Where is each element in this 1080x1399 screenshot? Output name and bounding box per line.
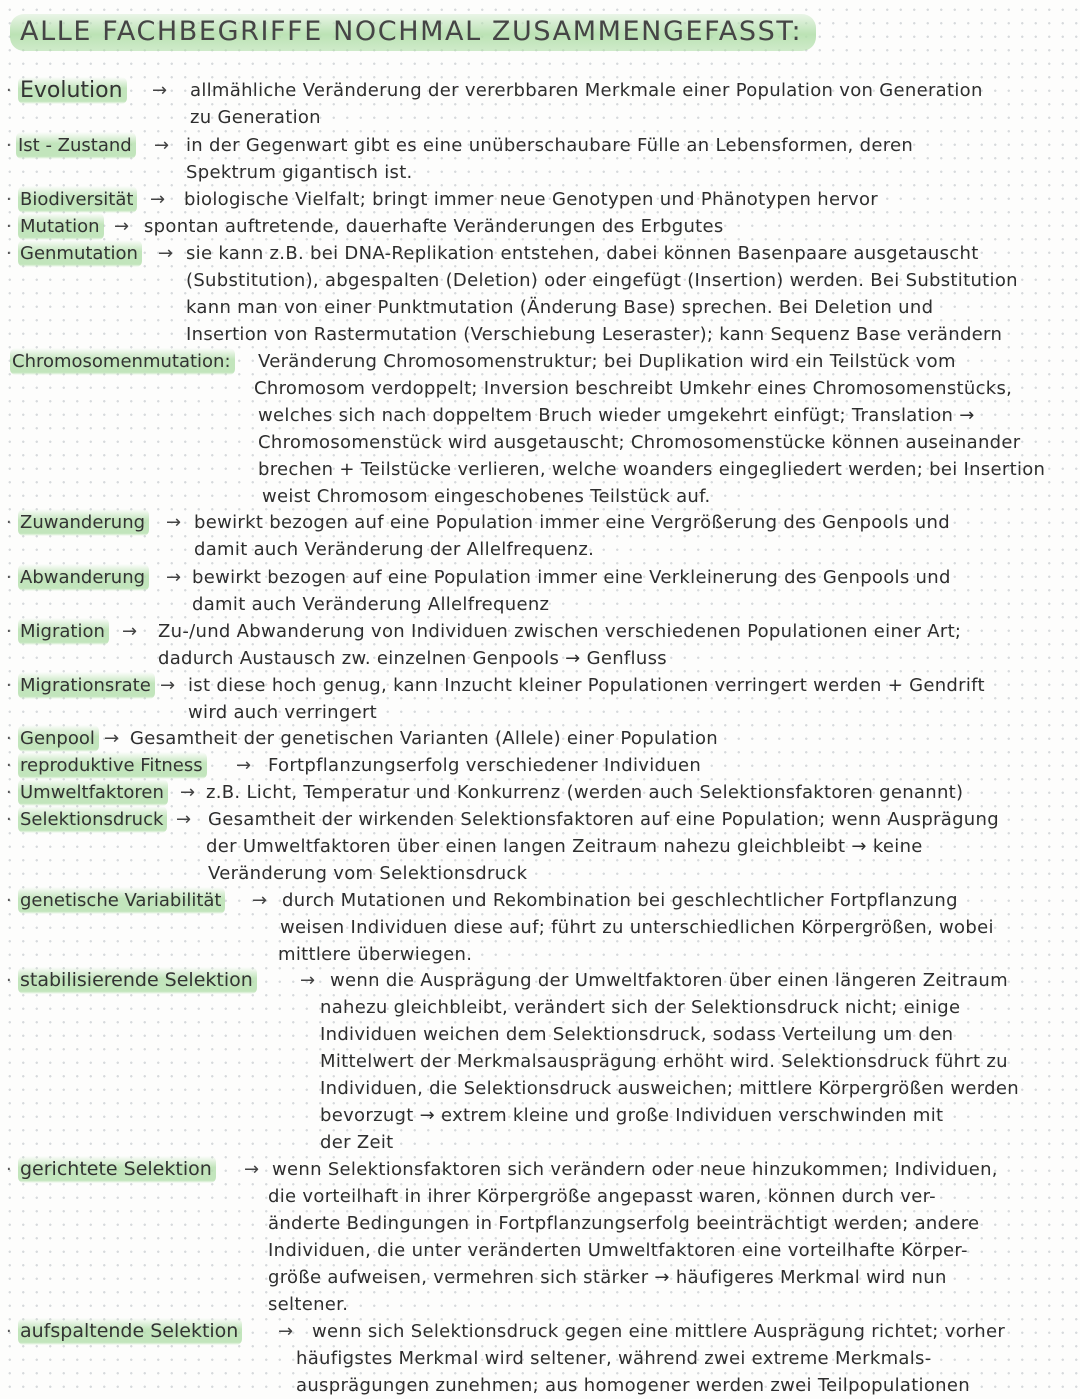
term-gerichtete-selektion: gerichtete Selektion <box>18 1156 216 1183</box>
term-migration: Migration <box>18 618 109 645</box>
bullet-icon: · <box>6 512 12 533</box>
arrow-icon: → <box>176 809 192 830</box>
arrow-icon: → <box>122 621 138 642</box>
definition-line: bewirkt bezogen auf eine Population immer eine Verkleinerung des Genpools und <box>192 567 951 588</box>
definition-line: die vorteilhaft in ihrer Körpergröße angepasst waren, können durch ver- <box>268 1186 936 1207</box>
page-title: ALLE FACHBEGRIFFE NOCHMAL ZUSAMMENGEFASST: <box>10 14 816 51</box>
bullet-icon: · <box>6 970 12 991</box>
definition-line: in der Gegenwart gibt es eine unüberschaubare Fülle an Lebensformen, deren <box>186 135 914 156</box>
definition-line: welches sich nach doppeltem Bruch wieder umgekehrt einfügt; Translation → <box>258 405 975 426</box>
arrow-icon: → <box>180 782 196 803</box>
definition-line: wenn Selektionsfaktoren sich verändern oder neue hinzukommen; Individuen, <box>272 1159 998 1180</box>
term-selektionsdruck: Selektionsdruck <box>18 806 167 833</box>
arrow-icon: → <box>160 675 176 696</box>
term-chromosomenmutation: Chromosomenmutation: <box>10 348 235 375</box>
definition-line: ist diese hoch genug, kann Inzucht kleiner Populationen verringert werden + Gendrift <box>188 675 985 696</box>
definition-line: wenn die Ausprägung der Umweltfaktoren über einen längeren Zeitraum <box>330 970 1008 991</box>
definition-line: Chromosomenstück wird ausgetauscht; Chromosomenstücke können auseinander <box>258 432 1021 453</box>
arrow-icon: → <box>278 1321 294 1342</box>
definition-line: seltener. <box>268 1294 349 1315</box>
definition-line: bewirkt bezogen auf eine Population immer eine Vergrößerung des Genpools und <box>194 512 950 533</box>
arrow-icon: → <box>114 216 130 237</box>
definition-line: dadurch Austausch zw. einzelnen Genpools → Genfluss <box>158 648 667 669</box>
arrow-icon: → <box>236 755 252 776</box>
definition-line: mittlere überwiegen. <box>278 944 473 965</box>
definition-line: z.B. Licht, Temperatur und Konkurrenz (werden auch Selektionsfaktoren genannt) <box>206 782 964 803</box>
bullet-icon: · <box>6 675 12 696</box>
definition-line: häufigstes Merkmal wird seltener, während zwei extreme Merkmals- <box>296 1348 932 1369</box>
term-mutation: Mutation <box>18 213 104 240</box>
definition-line: damit auch Veränderung der Allelfrequenz. <box>194 539 595 560</box>
arrow-icon: → <box>158 243 174 264</box>
term-genpool: Genpool <box>18 725 99 752</box>
arrow-icon: → <box>244 1159 260 1180</box>
definition-line: damit auch Veränderung Allelfrequenz <box>192 594 550 615</box>
bullet-icon: · <box>6 1159 12 1180</box>
term-zuwanderung: Zuwanderung <box>18 509 149 536</box>
bullet-icon: · <box>6 621 12 642</box>
term-migrationsrate: Migrationsrate <box>18 672 155 699</box>
definition-line: wird auch verringert <box>188 702 377 723</box>
arrow-icon: → <box>104 728 120 749</box>
definition-line: der Zeit <box>320 1132 394 1153</box>
bullet-icon: · <box>6 890 12 911</box>
term-ist-zustand: Ist - Zustand <box>16 132 136 159</box>
definition-line: bevorzugt → extrem kleine und große Individuen verschwinden mit <box>320 1105 944 1126</box>
term-genmutation: Genmutation <box>18 240 142 267</box>
definition-line: nahezu gleichbleibt, verändert sich der Selektionsdruck nicht; einige <box>320 997 961 1018</box>
definition-line: sie kann z.B. bei DNA-Replikation entstehen, dabei können Basenpaare ausgetauscht <box>186 243 979 264</box>
term-genetische-variabilitaet: genetische Variabilität <box>18 887 225 914</box>
arrow-icon: → <box>154 135 170 156</box>
term-aufspaltende-selektion: aufspaltende Selektion <box>18 1318 242 1345</box>
term-reproduktive-fitness: reproduktive Fitness <box>18 752 207 779</box>
definition-line: Gesamtheit der genetischen Varianten (Allele) einer Population <box>130 728 718 749</box>
definition-line: Fortpflanzungserfolg verschiedener Individuen <box>268 755 702 776</box>
definition-line: ausprägungen zunehmen; aus homogener werden zwei Teilpopulationen <box>296 1375 970 1396</box>
bullet-icon: · <box>6 755 12 776</box>
arrow-icon: → <box>166 567 182 588</box>
definition-line: weist Chromosom eingeschobenes Teilstück auf. <box>262 486 711 507</box>
definition-line: durch Mutationen und Rekombination bei geschlechtlicher Fortpflanzung <box>282 890 958 911</box>
bullet-icon: · <box>6 80 12 101</box>
definition-line: Individuen weichen dem Selektionsdruck, sodass Verteilung um den <box>320 1024 954 1045</box>
definition-line: Spektrum gigantisch ist. <box>186 162 413 183</box>
bullet-icon: · <box>6 728 12 749</box>
definition-line: brechen + Teilstücke verlieren, welche woanders eingegliedert werden; bei Insertion <box>258 459 1046 480</box>
bullet-icon: · <box>6 567 12 588</box>
definition-line: Individuen, die Selektionsdruck ausweichen; mittlere Körpergrößen werden <box>320 1078 1019 1099</box>
definition-line: Veränderung vom Selektionsdruck <box>208 863 528 884</box>
definition-line: Insertion von Rastermutation (Verschiebung Leseraster); kann Sequenz Base verändern <box>186 324 1003 345</box>
bullet-icon: · <box>6 809 12 830</box>
arrow-icon: → <box>150 189 166 210</box>
term-umweltfaktoren: Umweltfaktoren <box>18 779 168 806</box>
arrow-icon: → <box>166 512 182 533</box>
arrow-icon: → <box>252 890 268 911</box>
term-abwanderung: Abwanderung <box>18 564 149 591</box>
definition-line: größe aufweisen, vermehren sich stärker → häufigeres Merkmal wird nun <box>268 1267 947 1288</box>
definition-line: Zu-/und Abwanderung von Individuen zwischen verschiedenen Populationen einer Art; <box>158 621 962 642</box>
bullet-icon: · <box>6 135 12 156</box>
definition-line: Individuen, die unter veränderten Umweltfaktoren eine vorteilhafte Körper- <box>268 1240 968 1261</box>
definition-line: kann man von einer Punktmutation (Änderung Base) sprechen. Bei Deletion und <box>186 297 934 318</box>
definition-line: weisen Individuen diese auf; führt zu unterschiedlichen Körpergrößen, wobei <box>280 917 994 938</box>
definition-line: Gesamtheit der wirkenden Selektionsfaktoren auf eine Population; wenn Ausprägung <box>208 809 999 830</box>
bullet-icon: · <box>6 782 12 803</box>
bullet-icon: · <box>6 189 12 210</box>
definition-line: biologische Vielfalt; bringt immer neue Genotypen und Phänotypen hervor <box>184 189 879 210</box>
term-stabilisierende-selektion: stabilisierende Selektion <box>18 967 257 994</box>
definition-line: (Substitution), abgespalten (Deletion) oder eingefügt (Insertion) werden. Bei Substitution <box>186 270 1018 291</box>
term-evolution: Evolution <box>18 77 127 104</box>
definition-line: zu Generation <box>190 107 321 128</box>
definition-line: spontan auftretende, dauerhafte Veränderungen des Erbgutes <box>144 216 724 237</box>
definition-line: Veränderung Chromosomenstruktur; bei Duplikation wird ein Teilstück vom <box>258 351 956 372</box>
term-biodiversitaet: Biodiversität <box>18 186 137 213</box>
arrow-icon: → <box>300 970 316 991</box>
bullet-icon: · <box>6 243 12 264</box>
definition-line: änderte Bedingungen in Fortpflanzungserfolg beeinträchtigt werden; andere <box>268 1213 980 1234</box>
definition-line: wenn sich Selektionsdruck gegen eine mittlere Ausprägung richtet; vorher <box>312 1321 1006 1342</box>
arrow-icon: → <box>152 80 168 101</box>
definition-line: der Umweltfaktoren über einen langen Zeitraum nahezu gleichbleibt → keine <box>206 836 923 857</box>
definition-line: allmähliche Veränderung der vererbbaren Merkmale einer Population von Generation <box>190 80 983 101</box>
bullet-icon: · <box>6 216 12 237</box>
bullet-icon: · <box>6 1321 12 1342</box>
definition-line: Chromosom verdoppelt; Inversion beschreibt Umkehr eines Chromosomenstücks, <box>254 378 1013 399</box>
definition-line: Mittelwert der Merkmalsausprägung erhöht wird. Selektionsdruck führt zu <box>320 1051 1008 1072</box>
